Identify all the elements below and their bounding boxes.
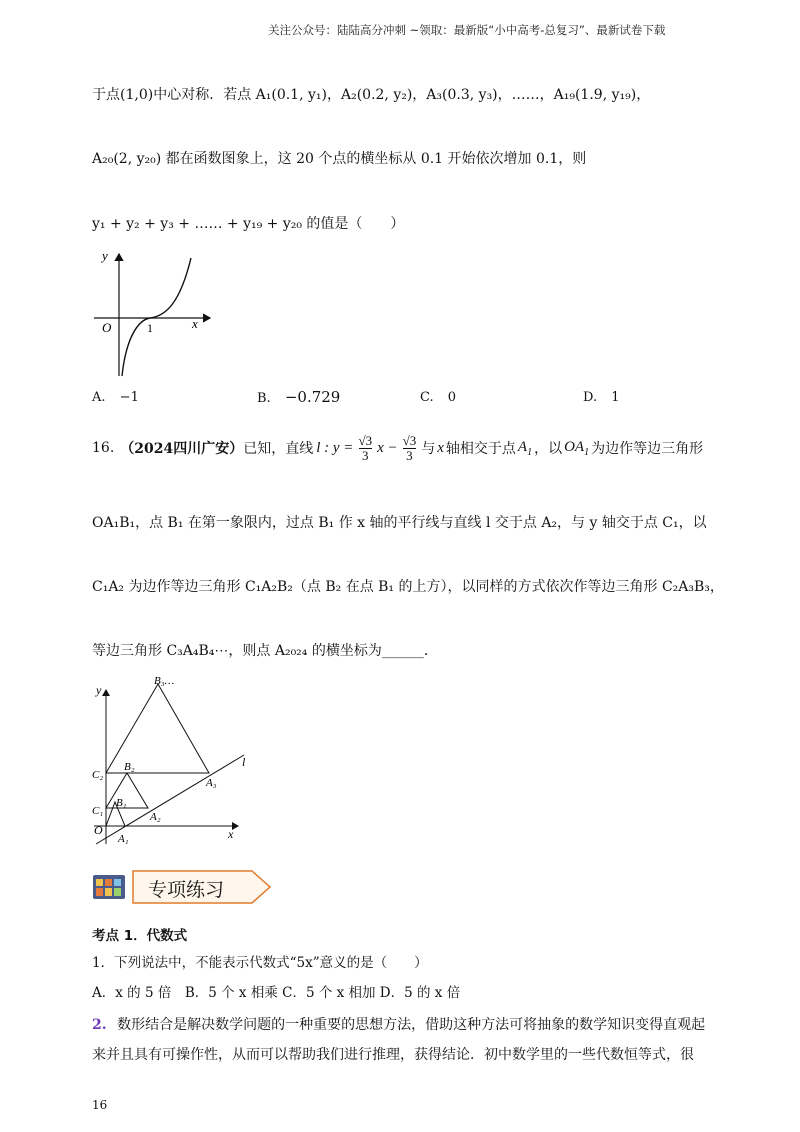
option-letter: B. <box>257 391 271 406</box>
q15-function-graph <box>88 248 218 378</box>
triangle-c1a2b2 <box>106 773 148 808</box>
q15-line3: y₁ + y₂ + y₃ + …… + y₁₉ + y₂₀ 的值是（ ） <box>92 216 405 232</box>
q16-line1 <box>92 428 703 468</box>
q1-stem: 1．下列说法中，不能表示代数式“5x”意义的是（ ） <box>92 955 428 971</box>
line-equation: l : y = $\frac{√3}{3}$ x − $\frac{√3}{3}$ <box>316 432 417 463</box>
option-letter: D. <box>583 390 598 405</box>
q16-source: （2024四川广安） <box>120 441 244 457</box>
graph-tick-label: 1 <box>147 321 153 335</box>
option-letter: A. <box>92 390 106 405</box>
segment-oa1: $OA_1$ <box>564 438 590 458</box>
page-header: 关注公众号：陆陆高分冲刺 ~领取：最新版“小中高考-总复习”、最新试卷下载 <box>268 23 666 37</box>
q15-line1: 于点(1,0)中心对称．若点 A₁(0.1, y₁)，A₂(0.2, y₂)，A₃(0.3, y₃)，……，A₁₉(1.9, y₁₉)， <box>92 87 651 103</box>
q16-line4: 等边三角形 C₃A₄B₄⋯，则点 A₂₀₂₄ 的横坐标为______． <box>92 643 438 659</box>
q15-line2: A₂₀(2, y₂₀) 都在函数图象上，这 20 个点的横坐标从 0.1 开始依次增加 0.1，则 <box>92 151 587 167</box>
graph-origin-label: O <box>102 320 112 335</box>
section-title: 专项练习 <box>148 879 225 901</box>
fig-label-b3: B₃… <box>154 675 175 687</box>
q2-line2: 来并且具有可操作性，从而可以帮助我们进行推理，获得结论．初中数学里的一些代数恒等式，很 <box>92 1047 694 1063</box>
graph-x-label: x <box>192 316 198 331</box>
page-number: 16 <box>92 1098 108 1112</box>
q16-triangle-figure <box>88 672 258 850</box>
fig-label-a1: A₁ <box>118 833 129 845</box>
q2-number: 2. <box>92 1017 107 1033</box>
x-var: x <box>437 439 444 456</box>
q2-line1 <box>92 1014 705 1034</box>
option-value: −0.729 <box>284 388 341 406</box>
q1-options: A．x 的 5 倍 B．5 个 x 相乘 C．5 个 x 相加 D．5 的 x 倍 <box>92 985 461 1001</box>
q16-text-e: 为边作等边三角形 <box>591 441 704 457</box>
option-value: 0 <box>447 390 457 405</box>
q16-text-b: 与 <box>421 441 436 457</box>
q15-option-b <box>257 388 340 406</box>
fig-label-a3: A₃ <box>206 777 217 789</box>
fig-label-l: l <box>242 755 246 769</box>
q16-number: 16. <box>92 440 115 456</box>
q15-option-d <box>583 390 620 405</box>
section-icon <box>92 873 126 901</box>
fig-label-c1: C₁ <box>92 805 104 817</box>
q2-text: 数形结合是解决数学问题的一种重要的思想方法，借助这种方法可将抽象的数学知识变得直观起 <box>117 1017 706 1033</box>
fig-label-c2: C₂ <box>92 769 104 781</box>
q15-option-c <box>420 390 456 405</box>
fig-label-y: y <box>96 683 102 697</box>
kaodian-title: 考点 1．代数式 <box>92 928 188 944</box>
fig-label-o: O <box>94 823 103 837</box>
fig-label-a2: A₂ <box>150 811 161 823</box>
triangle-c2a3b3 <box>106 684 209 773</box>
fig-label-b1: B₁ <box>116 797 127 809</box>
option-letter: C. <box>420 390 434 405</box>
point-a1: $A_1$ <box>517 438 533 458</box>
graph-y-label: y <box>102 248 108 263</box>
q16-line2: OA₁B₁，点 B₁ 在第一象限内，过点 B₁ 作 x 轴的平行线与直线 l 交于点 A₂，与 y 轴交于点 C₁，以 <box>92 515 707 531</box>
q15-option-a <box>92 390 139 405</box>
fig-label-x: x <box>228 827 234 841</box>
option-value: 1 <box>611 390 620 405</box>
q16-text-a: 已知，直线 <box>243 441 314 457</box>
section-banner <box>92 870 272 904</box>
q16-text-d: ，以 <box>534 441 563 457</box>
q16-text-c: 轴相交于点 <box>445 441 516 457</box>
option-value: −1 <box>119 390 139 405</box>
function-curve <box>122 258 191 376</box>
q16-line3: C₁A₂ 为边作等边三角形 C₁A₂B₂（点 B₂ 在点 B₁ 的上方），以同样的方式依次作等边三角形 C₂A₃B₃， <box>92 579 724 595</box>
fig-label-b2: B₂ <box>124 761 135 773</box>
